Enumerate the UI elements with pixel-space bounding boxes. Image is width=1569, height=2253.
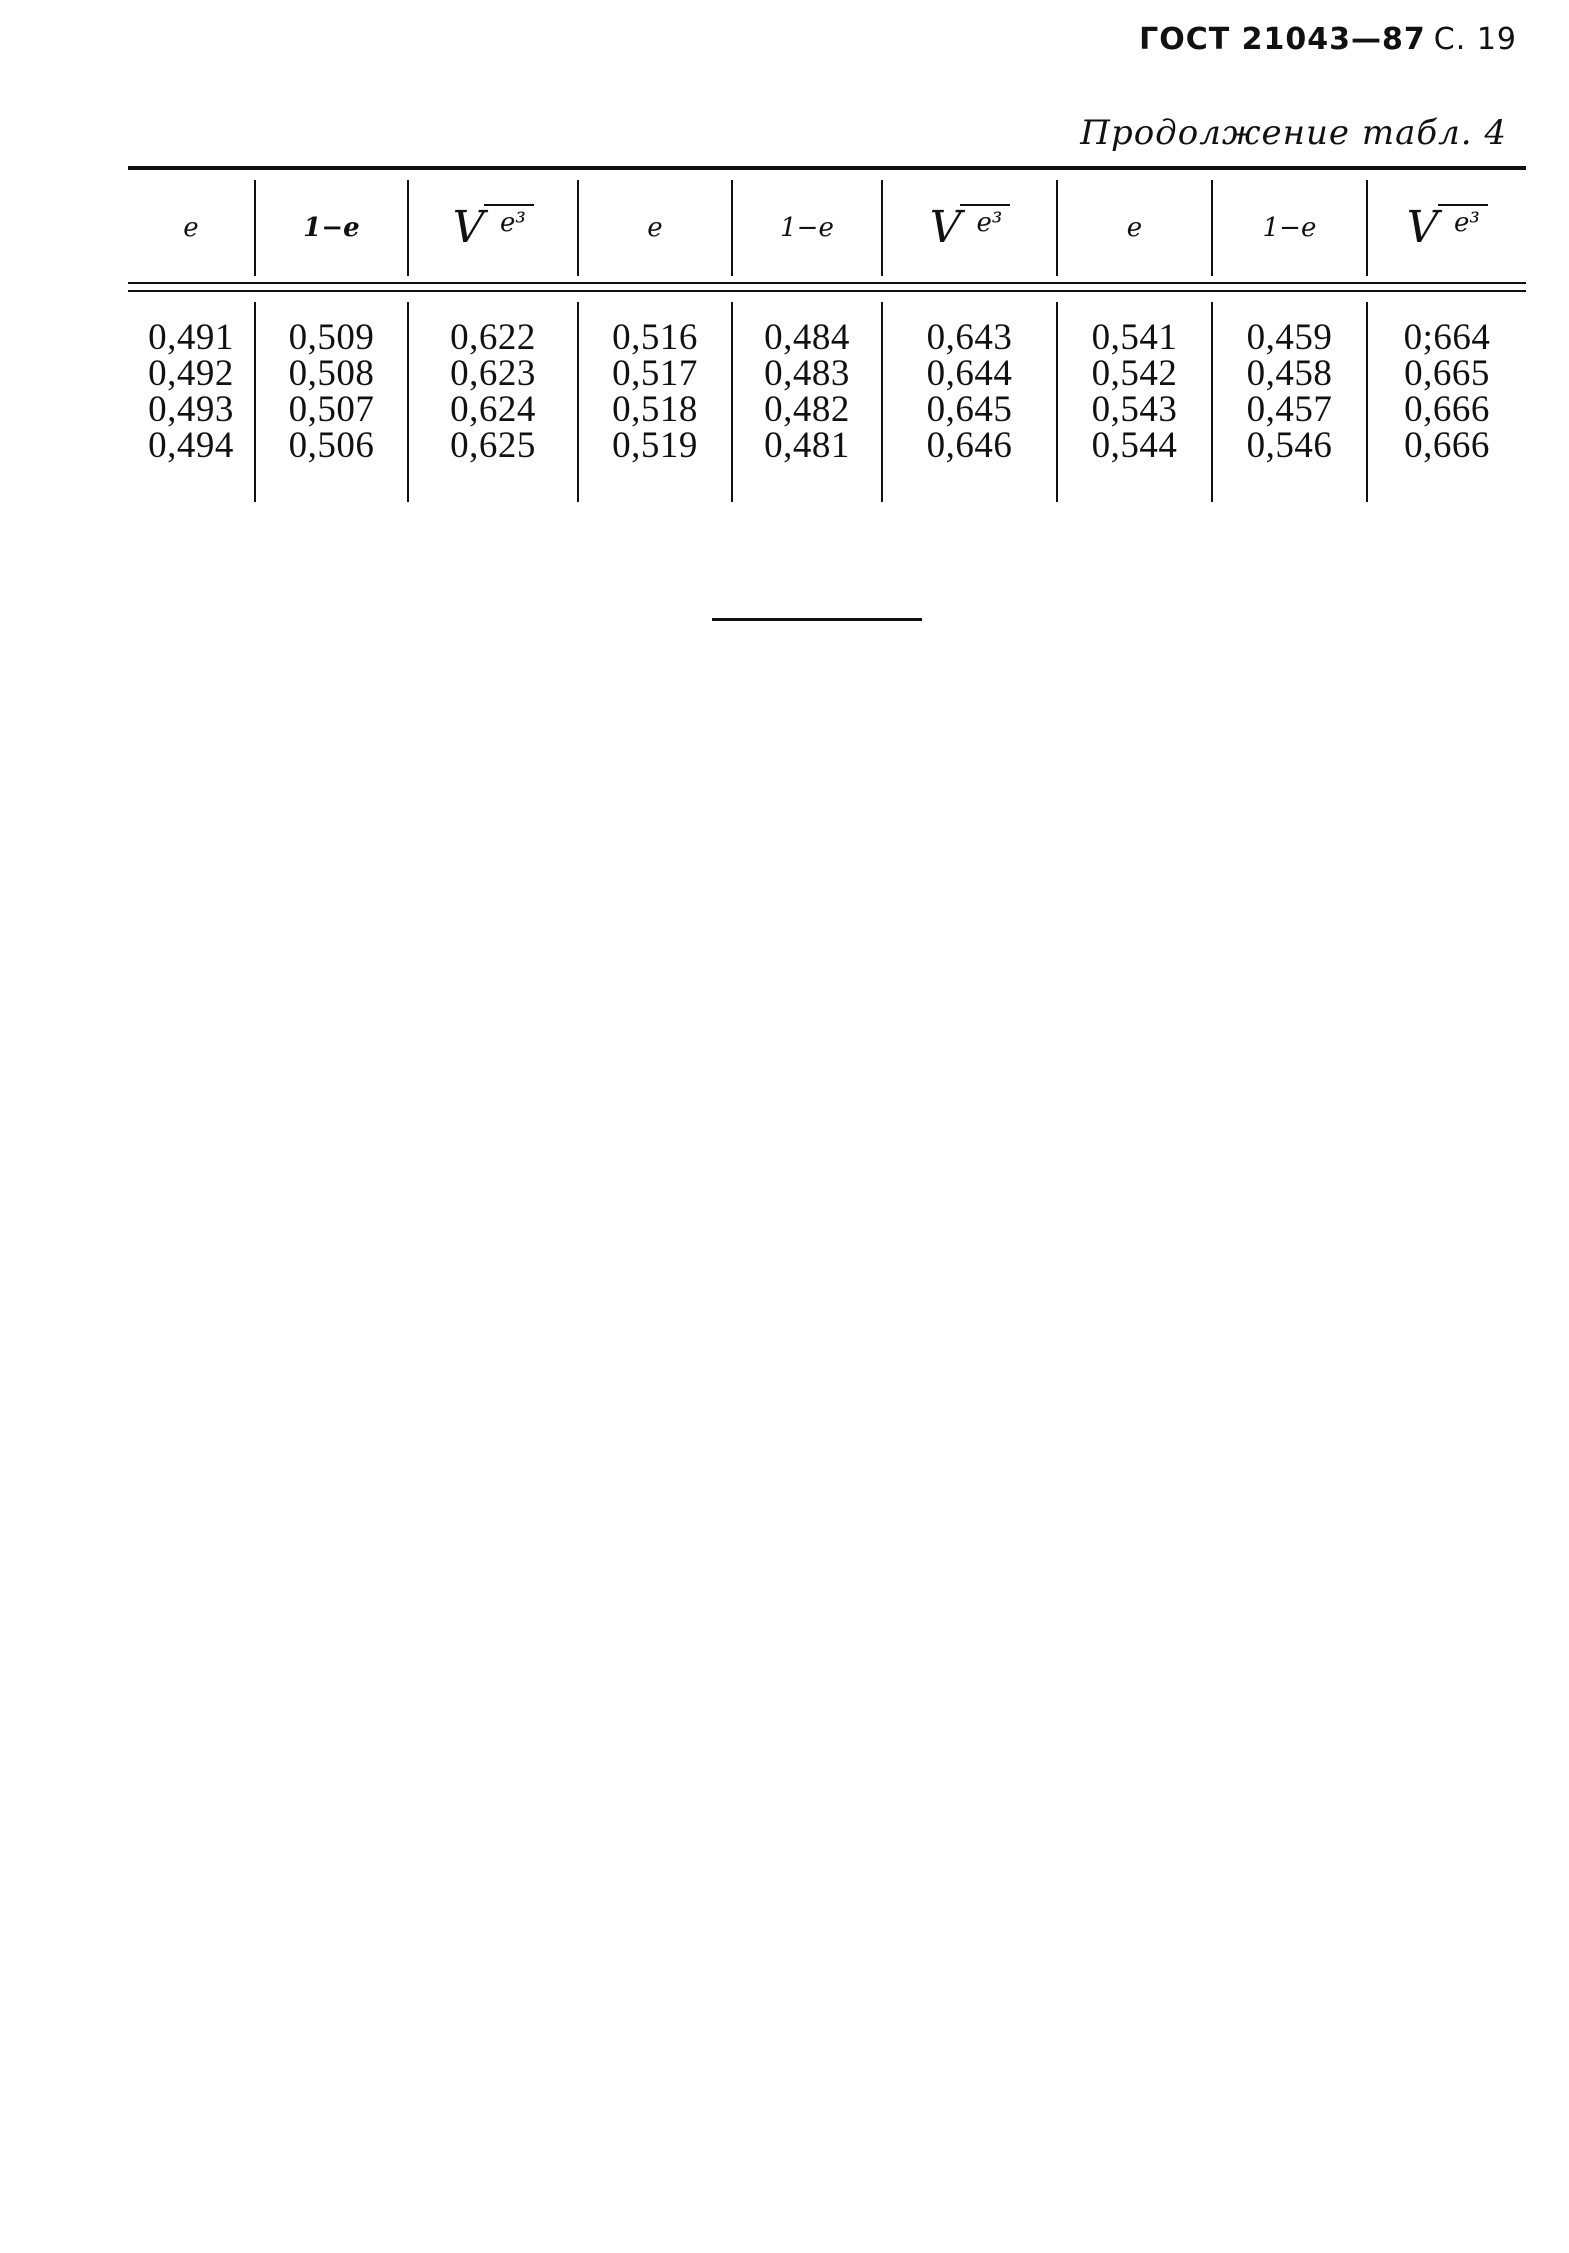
table-cell: 0,509	[288, 317, 375, 358]
table-cell: 0,493	[148, 389, 234, 430]
standard-number: ГОСТ 21043—87	[1139, 22, 1426, 57]
table-cell: 0,645	[926, 389, 1013, 430]
table-column	[128, 302, 254, 502]
table-cell: 0,519	[612, 425, 698, 466]
header-e: e	[1056, 180, 1211, 276]
table-cell: 0,482	[764, 389, 850, 430]
table-cell: 0,544	[1091, 425, 1178, 466]
header-sqrt-e-cubed	[407, 180, 577, 276]
table-cell: 0,666	[1404, 425, 1490, 466]
table-column	[1366, 302, 1526, 502]
table-cell: 0,625	[450, 425, 536, 466]
table-cell: 0,507	[288, 389, 375, 430]
header-e: e	[577, 180, 731, 276]
page-number: С. 19	[1433, 22, 1517, 57]
header-radicand: e³	[960, 204, 1010, 238]
table-cell: 0,643	[926, 317, 1013, 358]
table-cell: 0,542	[1091, 353, 1178, 394]
table-header-row	[128, 170, 1526, 282]
table-cell: 0,458	[1246, 353, 1333, 394]
table-cell: 0,484	[764, 317, 850, 358]
table-cell: 0,518	[612, 389, 698, 430]
table-column	[1056, 302, 1211, 502]
sqrt-icon: V	[446, 202, 490, 253]
table-cell: 0,624	[450, 389, 536, 430]
table-cell: 0,646	[926, 425, 1013, 466]
table-cell: 0,665	[1404, 353, 1490, 394]
table-cell: 0,666	[1404, 389, 1490, 430]
sqrt-icon: V	[923, 202, 967, 253]
table-cell: 0,459	[1246, 317, 1333, 358]
table-cell: 0,457	[1246, 389, 1333, 430]
table-cell: 0,494	[148, 425, 234, 466]
header-one-minus-e: 1−e	[731, 180, 881, 276]
table-column	[254, 302, 407, 502]
table-cell: 0,517	[612, 353, 698, 394]
table-cell: 0,508	[288, 353, 375, 394]
header-one-minus-e: 1−e	[254, 180, 407, 276]
table-cell: 0,492	[148, 353, 234, 394]
header-double-rule	[128, 282, 1526, 292]
table-cell: 0,622	[450, 317, 536, 358]
table-column	[1211, 302, 1366, 502]
table-cell: 0,541	[1091, 317, 1178, 358]
page-header	[1139, 22, 1517, 57]
table-cell: 0,491	[148, 317, 234, 358]
table-caption: Продолжение табл. 4	[1080, 113, 1507, 153]
table-column	[881, 302, 1056, 502]
data-table	[128, 166, 1526, 502]
table-cell: 0,481	[764, 425, 850, 466]
table-column	[731, 302, 881, 502]
table-column	[407, 302, 577, 502]
table-cell: 0,623	[450, 353, 536, 394]
table-cell: 0,644	[926, 353, 1013, 394]
header-radicand: e³	[484, 204, 534, 238]
header-one-minus-e: 1−e	[1211, 180, 1366, 276]
sqrt-icon: V	[1400, 202, 1444, 253]
table-cell: 0,483	[764, 353, 850, 394]
header-radicand: e³	[1438, 204, 1488, 238]
header-sqrt-e-cubed	[881, 180, 1056, 276]
end-divider	[712, 618, 922, 621]
table-cell: 0,546	[1246, 425, 1333, 466]
table-cell: 0;664	[1403, 317, 1491, 358]
table-column	[577, 302, 731, 502]
header-sqrt-e-cubed	[1366, 180, 1526, 276]
table-cell: 0,543	[1091, 389, 1178, 430]
table-cell: 0,516	[612, 317, 698, 358]
header-e: e	[183, 213, 199, 243]
table-body	[128, 292, 1526, 502]
table-cell: 0,506	[288, 425, 375, 466]
